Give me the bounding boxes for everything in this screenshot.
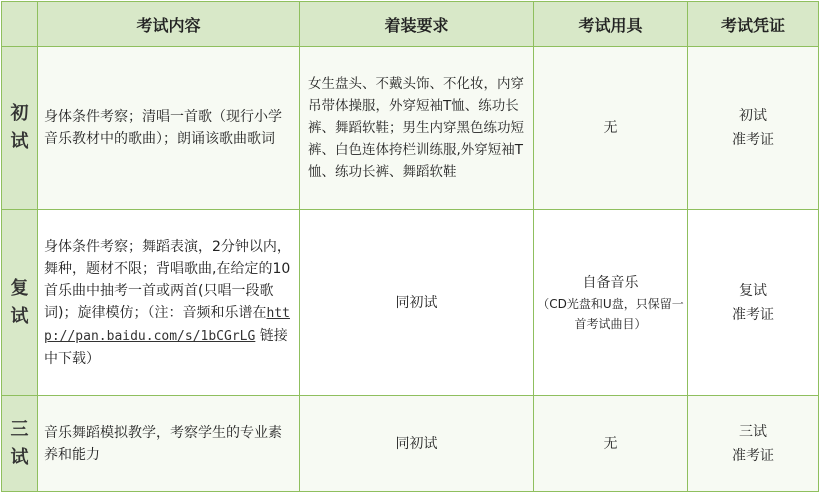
table-row	[2, 47, 819, 210]
stage-char: 试	[10, 131, 29, 152]
tools-main: 无	[603, 120, 618, 136]
table-row	[2, 210, 819, 396]
stage-char: 试	[10, 446, 29, 468]
stage-char: 复	[10, 277, 29, 299]
credential-line: 准考证	[732, 132, 774, 148]
exam-content-cell: 身体条件考察；清唱一首歌（现行小学音乐教材中的歌曲）；朗诵该歌曲歌词	[38, 47, 300, 210]
exam-content-cell	[38, 210, 300, 396]
exam-tools-cell	[534, 210, 688, 396]
dress-code-cell: 同初试	[300, 396, 534, 492]
header-stage	[2, 2, 38, 47]
dress-code-cell: 女生盘头、不戴头饰、不化妆，内穿吊带体操服，外穿短袖T恤、练功长裤、舞蹈软鞋；男生内穿黑色练功短裤、白色连体挎栏训练服,外穿短袖T恤、练功长裤、舞蹈软鞋	[300, 47, 534, 210]
tools-note: （CD光盘和U盘，只保留一首考试曲目）	[537, 296, 684, 331]
credential-cell	[688, 210, 819, 396]
tools-main: 无	[603, 435, 618, 452]
credential-cell	[688, 47, 819, 210]
dress-code-cell: 同初试	[300, 210, 534, 396]
stage-cell-first-round	[2, 47, 38, 210]
header-dress-code: 着装要求	[300, 2, 534, 47]
header-exam-content: 考试内容	[38, 2, 300, 47]
stage-cell-second-round	[2, 210, 38, 396]
exam-requirements-table	[1, 1, 819, 492]
stage-cell-third-round	[2, 396, 38, 492]
credential-line: 初试	[739, 108, 767, 124]
credential-line: 准考证	[732, 306, 774, 323]
exam-tools-cell	[534, 396, 688, 492]
header-exam-tools: 考试用具	[534, 2, 688, 47]
credential-cell	[688, 396, 819, 492]
credential-line: 复试	[739, 282, 767, 299]
stage-char: 试	[10, 305, 29, 327]
exam-content-cell: 音乐舞蹈模拟教学，考察学生的专业素养和能力	[38, 396, 300, 492]
tools-main: 自备音乐	[582, 274, 639, 291]
credential-line: 准考证	[732, 447, 774, 464]
content-text: 链接中下载）	[44, 327, 288, 367]
credential-line: 三试	[739, 423, 767, 440]
content-text: 身体条件考察；舞蹈表演，2分钟以内，舞种，题材不限；背唱歌曲,在给定的10首乐曲中抽考一首或两首(只唱一段歌词)；旋律模仿；（注：音频和乐谱在	[44, 238, 291, 321]
stage-char: 三	[10, 418, 29, 440]
header-exam-credential: 考试凭证	[688, 2, 819, 47]
table-header-row	[2, 2, 819, 47]
exam-tools-cell	[534, 47, 688, 210]
download-link[interactable]: http://pan.baidu.com/s/1bCGrLG	[44, 305, 290, 344]
table-row	[2, 396, 819, 492]
stage-char: 初	[10, 103, 29, 124]
